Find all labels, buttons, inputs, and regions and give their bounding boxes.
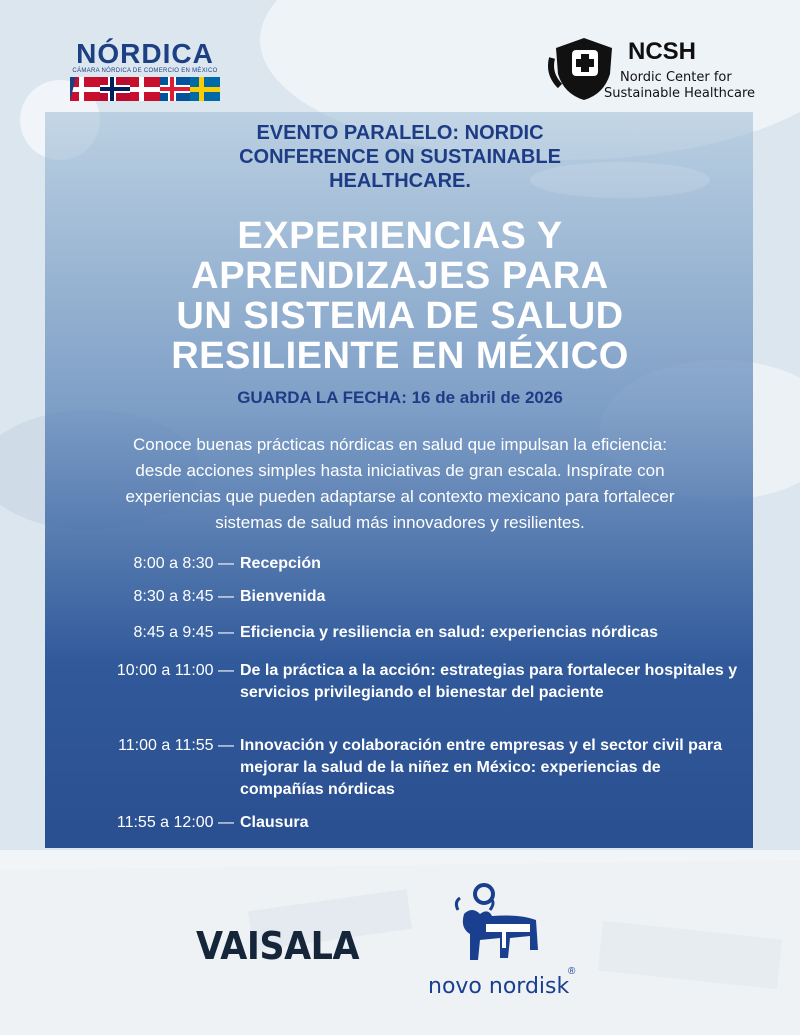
agenda-title: De la práctica a la acción: estrategias para fortalecer hospitales y servicios privilegiando el bienestar del paciente	[240, 662, 738, 701]
ncsh-logo	[548, 34, 778, 104]
vaisala-logo: VAISALA	[196, 924, 360, 968]
main-headline	[100, 216, 700, 376]
event-line: EVENTO PARALELO: NORDIC	[256, 122, 544, 144]
agenda-time: 8:30 a 8:45 —	[133, 588, 234, 605]
registered-mark: ®	[568, 966, 576, 977]
ncsh-line-2: Sustainable Healthcare	[604, 86, 755, 101]
agenda-title: Clausura	[240, 814, 309, 831]
agenda-title: Eficiencia y resiliencia en salud: experiencias nórdicas	[240, 624, 658, 641]
novo-nordisk-logo	[420, 880, 590, 1000]
agenda-time: 8:45 a 9:45 —	[133, 624, 234, 641]
nordic-flags-icon	[65, 77, 225, 101]
headline-line: APRENDIZAJES PARA	[191, 255, 609, 297]
agenda-time: 11:55 a 12:00 —	[116, 814, 234, 831]
intro-paragraph	[70, 432, 730, 536]
nordica-logo	[65, 38, 225, 101]
headline-line: EXPERIENCIAS Y	[237, 215, 563, 257]
agenda-time: 8:00 a 8:30 —	[133, 555, 234, 572]
nordica-subtitle: CÁMARA NÓRDICA DE COMERCIO EN MÉXICO	[72, 68, 218, 74]
agenda-time: 10:00 a 11:00 —	[116, 662, 234, 679]
intro-line: experiencias que pueden adaptarse al contexto mexicano para fortalecer	[125, 487, 675, 506]
agenda-time: 11:00 a 11:55 —	[118, 737, 234, 754]
agenda-title: Recepción	[240, 555, 321, 572]
headline-line: RESILIENTE EN MÉXICO	[171, 335, 629, 377]
bull-icon	[450, 880, 550, 976]
intro-line: Conoce buenas prácticas nórdicas en salud que impulsan la eficiencia:	[133, 435, 667, 454]
event-heading	[160, 121, 640, 193]
agenda-title: Bienvenida	[240, 588, 326, 605]
ncsh-title: NCSH	[628, 38, 697, 65]
agenda-title: Innovación y colaboración entre empresas y el sector civil para mejorar la salud de la niñez en México: experiencias de compañías nórdicas	[240, 737, 722, 798]
headline-line: UN SISTEMA DE SALUD	[176, 295, 624, 337]
intro-line: sistemas de salud más innovadores y resilientes.	[215, 513, 585, 532]
save-the-date: GUARDA LA FECHA: 16 de abril de 2026	[237, 388, 563, 407]
ncsh-line-1: Nordic Center for	[620, 70, 732, 85]
intro-line: desde acciones simples hasta iniciativas de gran escala. Inspírate con	[135, 461, 665, 480]
event-line: HEALTHCARE.	[329, 170, 471, 192]
event-line: CONFERENCE ON SUSTAINABLE	[239, 146, 561, 168]
nordica-wordmark: NÓRDICA	[76, 38, 214, 69]
novo-nordisk-wordmark: novo nordisk	[428, 974, 570, 999]
